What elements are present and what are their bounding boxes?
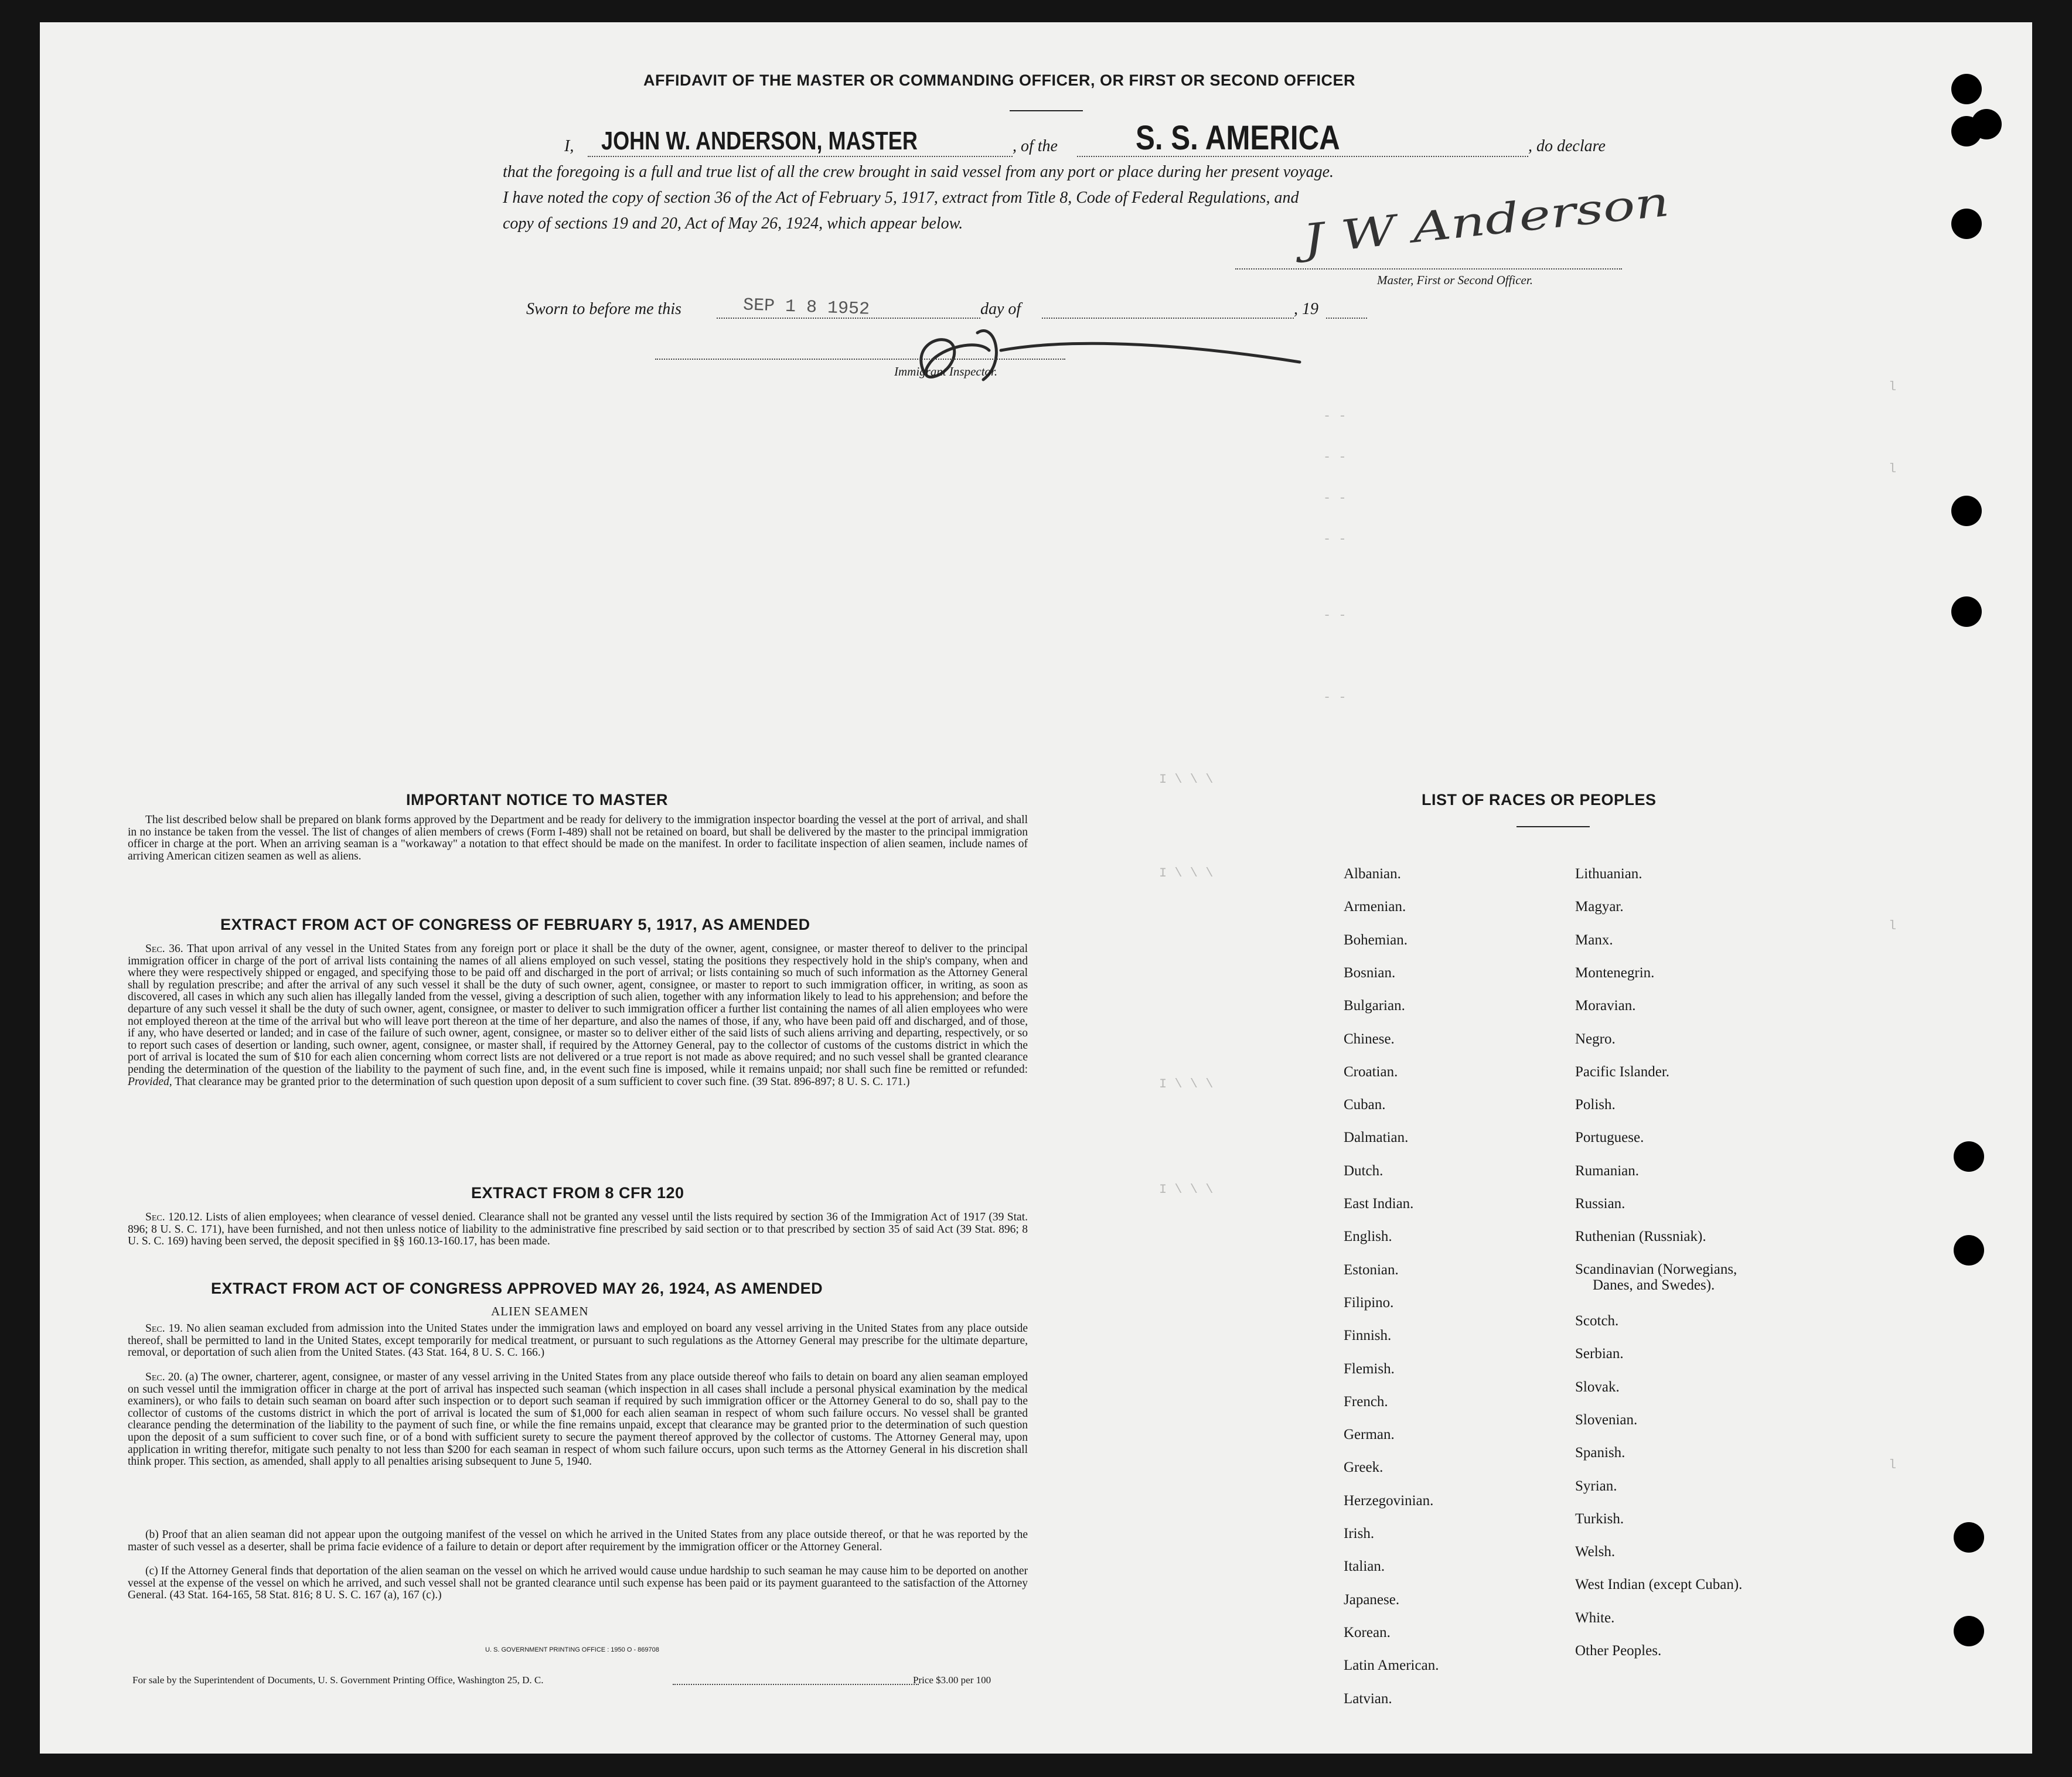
extract-cfr-heading: EXTRACT FROM 8 CFR 120 (471, 1184, 684, 1202)
affidavit-i-prefix: I, (564, 137, 574, 155)
notice-body: The list described below shall be prepared on blank forms approved by the Department and be ready for delivery to the immigration inspector boarding the vessel at the port of arrival, and shall in no instance be taken from the vessel. The list of changes of alien members of crews (Form I-489) shall not be retained on board, but shall be delivered by the master to the principal immigration officer in charge at the port. When an arriving seaman is a "workaway" a notation to that effect should be made on the manifest. In order to facilitate inspection of alien seamen, include names of arriving American citizen seamen as well as aliens. (128, 814, 1028, 862)
section-36-text (128, 943, 1028, 1088)
race-item: Cuban. (1344, 1097, 1386, 1113)
alien-seamen-subheading: ALIEN SEAMEN (491, 1304, 589, 1318)
of-the-text: , of the (1013, 137, 1058, 155)
affidavit-line4: copy of sections 19 and 20, Act of May 26, 1924, which appear below. (503, 214, 963, 233)
race-item: Finnish. (1344, 1328, 1392, 1344)
punch-hole (1954, 1616, 1984, 1646)
gpo-imprint: U. S. GOVERNMENT PRINTING OFFICE : 1950 O - 869708 (485, 1646, 659, 1653)
day-of-text: day of (980, 300, 1021, 318)
section-20c-body: (c) If the Attorney General finds that deportation of the alien seaman on the vessel on which he arrived would cause undue hardship to such seaman he may cause him to be deported on another vessel at the expense of the vessel on which he arrived, and such vessel shall not be granted clearance until such expense has been paid or its payment guaranteed to the satisfaction of the Attorney General. (43 Stat. 164-165, 58 Stat. 816; 8 U. S. C. 167 (a), 167 (c).) (128, 1565, 1028, 1602)
race-item: Syrian. (1575, 1478, 1617, 1494)
notice-text (128, 814, 1028, 862)
bleed-mark: l (1889, 380, 1897, 394)
race-item: Polish. (1575, 1097, 1616, 1113)
section-20-label: Sec. 20. (145, 1371, 183, 1383)
race-item: Rumanian. (1575, 1162, 1640, 1179)
bleed-mark: I \ \ \ (1159, 866, 1214, 881)
race-item: Italian. (1344, 1558, 1385, 1575)
race-item: Scotch. (1575, 1313, 1619, 1329)
inspector-signature (890, 315, 1335, 397)
master-name-line (588, 156, 1013, 157)
race-item: Estonian. (1344, 1261, 1399, 1278)
race-item: Serbian. (1575, 1346, 1624, 1362)
race-item: Albanian. (1344, 866, 1401, 882)
race-item: Filipino. (1344, 1294, 1394, 1311)
section-20b-text (128, 1529, 1028, 1553)
race-item: Turkish. (1575, 1510, 1624, 1527)
race-item: Bohemian. (1344, 932, 1408, 948)
bleed-mark: - - (1323, 450, 1347, 465)
inspector-line (655, 359, 1065, 360)
race-item: Croatian. (1344, 1063, 1398, 1080)
year-prefix: , 19 (1294, 300, 1318, 318)
vessel-name-stamp: S. S. AMERICA (1136, 119, 1340, 157)
bleed-mark: I \ \ \ (1159, 1077, 1214, 1092)
race-item: Slovak. (1575, 1379, 1620, 1395)
race-item: Chinese. (1344, 1031, 1395, 1047)
race-item: Bosnian. (1344, 964, 1396, 981)
race-item: English. (1344, 1229, 1392, 1245)
bleed-mark: l (1889, 462, 1897, 476)
cfr-label: Sec. 120.12. (145, 1211, 203, 1223)
races-heading: LIST OF RACES OR PEOPLES (1422, 791, 1657, 809)
race-item: Portuguese. (1575, 1130, 1644, 1146)
section-19-label: Sec. 19. (145, 1322, 183, 1335)
bleed-mark: I \ \ \ (1159, 772, 1214, 787)
race-item: Russian. (1575, 1196, 1625, 1212)
sworn-prefix: Sworn to before me this (526, 300, 681, 318)
race-item: Dutch. (1344, 1162, 1383, 1179)
race-item: Spanish. (1575, 1445, 1625, 1461)
document-page (40, 22, 2032, 1754)
section-20a-text (128, 1372, 1028, 1468)
footer-leader (673, 1684, 919, 1685)
signature-line (1235, 268, 1622, 270)
race-item: Negro. (1575, 1031, 1616, 1047)
race-item: West Indian (except Cuban). (1575, 1577, 1743, 1593)
race-item: Latin American. (1344, 1657, 1439, 1674)
race-item: Slovenian. (1575, 1411, 1638, 1428)
master-name-stamp: JOHN W. ANDERSON, MASTER (601, 127, 918, 155)
race-item: Welsh. (1575, 1544, 1616, 1560)
affidavit-heading: AFFIDAVIT OF THE MASTER OR COMMANDING OFFICER, OR FIRST OR SECOND OFFICER (643, 71, 1355, 89)
punch-hole (1954, 1141, 1984, 1172)
cfr-body: Lists of alien employees; when clearance of vessel denied. Clearance shall not be granted any vessel until the lists required by section 36 of the Immigration Act of 1917 (39 Stat. 896; 8 U. S. C. 171), have been furnished, and not then unless notice of liability to the administrative fine prescribed by said section or to that prescribed by section 35 of said Act (39 Stat. 896; 8 U. S. C. 169) having been served, the deposit specified in §§ 160.13-160.17, has been made. (128, 1211, 1028, 1248)
race-item: Bulgarian. (1344, 998, 1405, 1014)
bleed-mark: - - (1323, 532, 1347, 547)
race-item: Other Peoples. (1575, 1643, 1662, 1659)
section-19-text (128, 1323, 1028, 1359)
bleed-mark: I \ \ \ (1159, 1182, 1214, 1197)
heading-rule (1010, 110, 1083, 111)
proviso-text: That clearance may be granted prior to the determination of such question upon deposit of a sum sufficient to cover such fine. (39 Stat. 896-897; 8 U. S. C. 171.) (175, 1075, 910, 1088)
notice-heading: IMPORTANT NOTICE TO MASTER (406, 791, 668, 809)
punch-hole (1951, 496, 1982, 526)
race-item: Irish. (1344, 1526, 1375, 1541)
race-item: Pacific Islander. (1575, 1063, 1670, 1080)
race-item: German. (1344, 1427, 1395, 1443)
bleed-mark: - - (1323, 409, 1347, 424)
price-note: Price $3.00 per 100 (913, 1674, 991, 1686)
race-item: Japanese. (1344, 1591, 1400, 1608)
section-20c-text (128, 1565, 1028, 1602)
sworn-date-stamp: SEP 1 8 1952 (742, 295, 870, 320)
race-item: White. (1575, 1609, 1615, 1626)
affidavit-line2: that the foregoing is a full and true list of all the crew brought in said vessel from any port or place during her present voyage. (503, 163, 1334, 181)
extract-1924-heading: EXTRACT FROM ACT OF CONGRESS APPROVED MAY 26, 1924, AS AMENDED (211, 1280, 823, 1297)
race-item: East Indian. (1344, 1196, 1414, 1212)
extract-1917-heading: EXTRACT FROM ACT OF CONGRESS OF FEBRUARY 5, 1917, AS AMENDED (220, 916, 810, 933)
punch-hole (1951, 596, 1982, 627)
master-signature: J W Anderson (1300, 177, 1672, 264)
section-20b-body: (b) Proof that an alien seaman did not appear upon the outgoing manifest of the vessel on which he arrived in the United States from any place outside thereof, or that he was reported by the master of such vessel as a deserter, shall be prima facie evidence of a failure to detain or deport after requirement by the immigration officer or the Attorney General. (128, 1529, 1028, 1553)
race-item: Danes, and Swedes). (1593, 1277, 1715, 1293)
punch-hole (1954, 1522, 1984, 1553)
race-item: Armenian. (1344, 899, 1406, 915)
race-item: Magyar. (1575, 899, 1624, 915)
section-19-body: No alien seaman excluded from admission into the United States under the immigration laws and employed on board any vessel arriving in the United States from any place outside thereof, shall be permitted to land in the United States, except temporarily for medical treatment, or pursuant to such regulations as the Attorney General may prescribe for the ultimate departure, removal, or deportation of such alien from the United States. (43 Stat. 164, 8 U. S. C. 166.) (128, 1322, 1028, 1359)
race-item: Flemish. (1344, 1360, 1395, 1377)
for-sale-note: For sale by the Superintendent of Documents, U. S. Government Printing Office, Washington 25, D. C. (132, 1674, 544, 1686)
bleed-mark: - - (1323, 491, 1347, 506)
bleed-mark: - - (1323, 608, 1347, 623)
race-item: Herzegovinian. (1344, 1492, 1434, 1509)
race-item: Latvian. (1344, 1690, 1392, 1707)
race-item: Scandinavian (Norwegians, (1575, 1261, 1737, 1277)
signature-caption: Master, First or Second Officer. (1377, 273, 1533, 287)
races-heading-rule (1516, 826, 1590, 827)
punch-hole (1971, 109, 2002, 139)
cfr-text (128, 1212, 1028, 1248)
section-36-label: Sec. 36. (145, 943, 183, 955)
punch-hole (1954, 1235, 1984, 1266)
affidavit-line3: I have noted the copy of section 36 of the Act of February 5, 1917, extract from Title 8, Code of Federal Regulations, and (503, 189, 1299, 207)
race-item: Lithuanian. (1575, 866, 1642, 882)
bleed-mark: l (1889, 919, 1897, 933)
race-item: French. (1344, 1393, 1388, 1410)
race-item: Montenegrin. (1575, 964, 1655, 981)
race-item: Greek. (1344, 1459, 1383, 1476)
punch-hole (1951, 209, 1982, 239)
bleed-mark: l (1889, 1458, 1897, 1472)
section-36-body: That upon arrival of any vessel in the United States from any foreign port or place it shall be the duty of the owner, agent, consignee, or master thereof to deliver to the principal immigration officer in charge of the port of arrival lists containing the names of all aliens employed on such vessel, stating the positions they respectively hold in the ship's company, when and where they were respectively shipped or engaged, and specifying those to be paid off and discharged in the port of arrival; or lists containing so much of such information as the Attorney General shall by regulation prescribe; and after the arrival of any such vessel it shall be the duty of such owner, agent, consignee, or master to report to such immigration officer, in writing, as soon as discovered, all cases in which any such alien has illegally landed from the vessel, giving a description of such alien, together with any information likely to lead to his apprehension; and before the departure of any such vessel it shall be the duty of such owner, agent, consignee, or master to deliver to such immigration officer a further list containing the names of all alien employees who were not employed thereon at the time of the arrival but who will leave port thereon at the time of her departure, and also the names of those, if any, who have been paid off and discharged, and of those, if any, who have deserted or landed; and in case of the failure of such owner, agent, consignee, or master so to deliver either of the said lists of such aliens arriving and departing, respectively, or so to report such cases of desertion or landing, such owner, agent, consignee, or master shall, if required by the Attorney General, pay to the collector of customs of the customs district in which the port of arrival is located the sum of $10 for each alien concerning whom correct lists are not delivered or a true report is not made as above required; and no such vessel shall be granted clearance pending the determination of the question of the liability to the payment of such fine, and, in the event such fine is imposed, while it remains unpaid; nor shall such fine be remitted or refunded: (128, 943, 1028, 1076)
proviso-label: Provided, (128, 1075, 172, 1088)
race-item: Dalmatian. (1344, 1130, 1409, 1146)
bleed-mark: - - (1323, 690, 1347, 705)
punch-hole (1951, 74, 1982, 104)
do-declare-text: , do declare (1528, 137, 1606, 155)
race-item: Manx. (1575, 932, 1613, 948)
race-item: Moravian. (1575, 998, 1636, 1014)
inspector-caption: Immigrant Inspector. (894, 364, 998, 378)
race-item: Ruthenian (Russniak). (1575, 1229, 1706, 1245)
race-item: Korean. (1344, 1624, 1391, 1640)
section-20a-body: (a) The owner, charterer, agent, consignee, or master of any vessel arriving in the United States from any place outside thereof who fails to detain on board any alien seaman employed on such vessel until the immigration officer in charge at the port of arrival has inspected such seaman (which inspection in all cases shall include a personal physical examination by the medical examiners), or who fails to detain such seaman on board after such inspection or to deport such seaman if required by such immigration officer or the Attorney General to do so, shall pay to the collector of customs of the customs district in which the port of arrival is located the sum of $1,000 for each alien seaman in respect of whom such failure occurs. No vessel shall be granted clearance pending the determination of the liability to the payment of such fine, or while the fine remains unpaid, except that clearance may be granted prior to the determination of such question upon the deposit of a sum sufficient to cover such fine, or of a bond with sufficient surety to secure the payment thereof approved by the collector of customs. The Attorney General may, upon application in writing therefor, mitigate such penalty to not less than $200 for each seaman in respect of whom such failure occurs, upon such terms as the Attorney General in his discretion shall think proper. This section, as amended, shall apply to all penalties arising subsequent to June 5, 1940. (128, 1371, 1028, 1468)
